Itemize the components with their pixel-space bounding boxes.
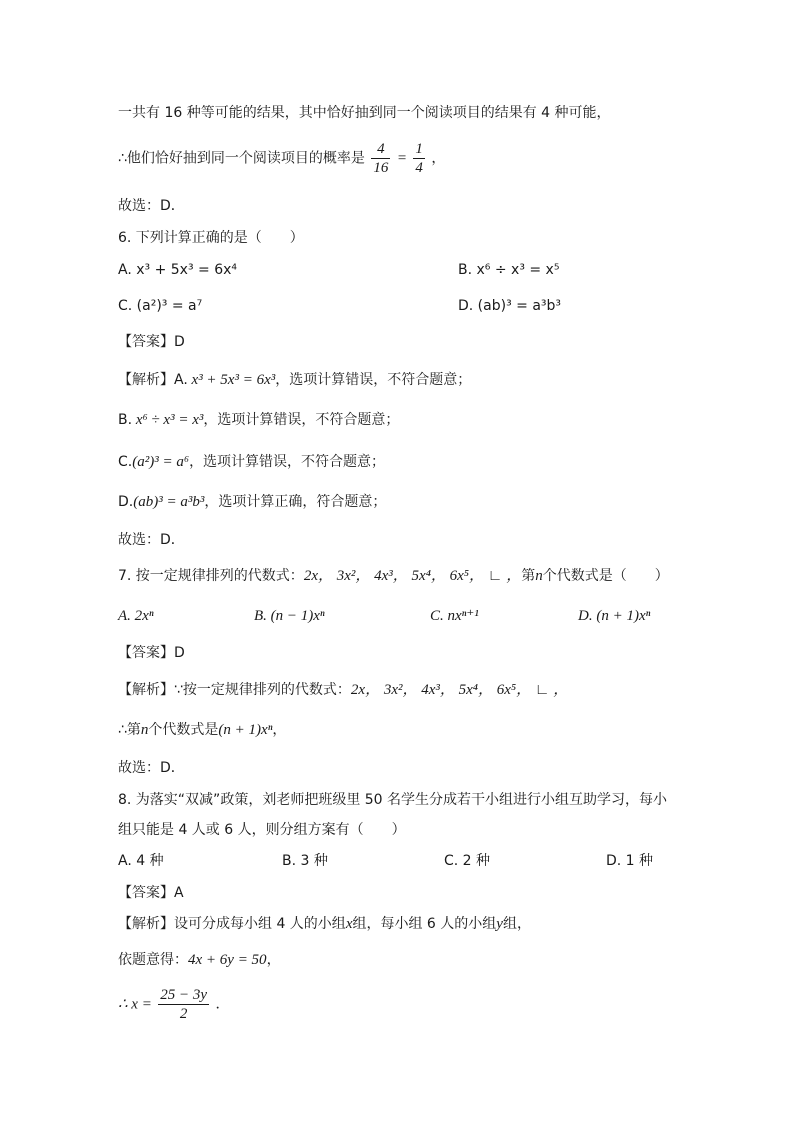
explanation-prefix: 【解析】设可分成每小组 4 人的小组	[118, 916, 346, 932]
q7-answer: 【答案】D	[118, 645, 185, 661]
q7-explanation	[118, 680, 568, 700]
explanation-text: ，选项计算错误，不符合题意；	[189, 454, 386, 470]
intro-choice: 故选：D．	[118, 198, 185, 214]
fraction-1-4	[413, 140, 425, 177]
q8-stem-line-2: 组只能是 4 人或 6 人，则分组方案有（ ）	[118, 822, 406, 838]
q6-option-c: C. (a²)³ = a⁷	[118, 298, 203, 314]
explanation-math: x³ + 5x³ = 6x³	[187, 372, 276, 388]
fraction-numerator: 4	[371, 140, 390, 159]
q8-option-c: C. 2 种	[444, 853, 491, 869]
q7-option-c: C. nxⁿ⁺¹	[430, 608, 479, 624]
solution-fraction	[158, 986, 209, 1023]
q6-stem: 6. 下列计算正确的是（ ）	[118, 230, 304, 246]
explanation-text: ，选项计算错误，不符合题意；	[275, 372, 472, 388]
q7-conclusion	[118, 720, 286, 740]
q7-stem-prefix: 7. 按一定规律排列的代数式：	[118, 568, 304, 584]
explanation-math: (a²)³ = a⁶	[132, 454, 190, 470]
conclusion-mid: 个代数式是	[148, 722, 219, 738]
explanation-label: B.	[118, 412, 133, 428]
q7-option-a: A. 2xⁿ	[118, 608, 154, 624]
fraction-numerator: 25 − 3y	[160, 987, 208, 1003]
q7-stem-mid: 第	[521, 568, 536, 584]
q7-stem	[118, 566, 669, 586]
q8-solution	[118, 986, 230, 1023]
q6-explanation-d	[118, 492, 386, 512]
comma: ，	[431, 150, 446, 167]
explanation-label: C.	[118, 454, 133, 470]
conclusion-n: n	[140, 722, 149, 738]
explanation-label: 【解析】∵按一定规律排列的代数式：	[118, 682, 351, 698]
conclusion-prefix: ∴第	[118, 722, 141, 738]
q8-option-b: B. 3 种	[282, 853, 328, 869]
q8-equation	[118, 950, 281, 970]
solution-prefix: ∴ x =	[118, 996, 152, 1013]
q6-option-a: A. x³ + 5x³ = 6x⁴	[118, 262, 237, 278]
explanation-math: x⁶ ÷ x³ = x³	[132, 412, 204, 428]
fraction-4-16	[371, 140, 390, 177]
q8-answer: 【答案】A	[118, 885, 184, 901]
equation-prefix: 依题意得：	[118, 952, 188, 968]
explanation-text: ，选项计算正确，符合题意；	[204, 494, 387, 510]
q8-stem-line-1: 8. 为落实“双减”政策，刘老师把班级里 50 名学生分成若干小组进行小组互助学习，每小	[118, 792, 668, 808]
q6-choice: 故选：D．	[118, 532, 185, 548]
fraction-numerator: 1	[415, 141, 423, 157]
fraction-denominator: 4	[415, 160, 423, 176]
fraction-denominator: 16	[373, 160, 389, 176]
conclusion-suffix: ，	[272, 722, 287, 738]
q6-answer: 【答案】D	[118, 334, 185, 350]
intro-probability-text: ∴他们恰好抽到同一个阅读项目的概率是	[118, 150, 365, 167]
q7-option-d: D. (n + 1)xⁿ	[578, 608, 651, 624]
explanation-mid: 组，每小组 6 人的小组	[352, 916, 497, 932]
q7-option-b: B. (n − 1)xⁿ	[254, 608, 325, 624]
q6-explanation-b	[118, 410, 399, 430]
equation-math: 4x + 6y = 50	[188, 952, 267, 968]
fraction-denominator: 2	[179, 1006, 188, 1022]
q7-choice: 故选：D．	[118, 760, 185, 776]
q8-option-d: D. 1 种	[606, 853, 654, 869]
variable-y: y	[496, 916, 503, 932]
q6-option-d: D. (ab)³ = a³b³	[458, 298, 562, 314]
solution-suffix: ．	[215, 996, 230, 1013]
explanation-terms: 2x， 3x²， 4x³， 5x⁴， 6x⁵， ∟ ，	[350, 682, 569, 698]
intro-line-1: 一共有 16 种等可能的结果，其中恰好抽到同一个阅读项目的结果有 4 种可能，	[118, 105, 611, 121]
explanation-math: (ab)³ = a³b³	[133, 494, 205, 510]
variable-x: x	[345, 916, 353, 932]
q6-option-b: B. x⁶ ÷ x³ = x⁵	[458, 262, 560, 278]
q6-explanation-c	[118, 452, 385, 472]
intro-line-2	[118, 140, 445, 177]
q6-explanation-a	[118, 370, 471, 390]
equals-sign: =	[396, 150, 407, 167]
explanation-suffix: 组，	[502, 916, 531, 932]
q7-stem-suffix: 个代数式是（ ）	[542, 568, 669, 584]
q8-option-a: A. 4 种	[118, 853, 164, 869]
conclusion-math: (n + 1)xⁿ	[218, 722, 273, 738]
explanation-text: ，选项计算错误，不符合题意；	[203, 412, 400, 428]
q7-stem-n: n	[535, 568, 543, 584]
explanation-label: 【解析】A.	[118, 372, 188, 388]
q8-explanation	[118, 914, 531, 934]
equation-suffix: ，	[266, 952, 281, 968]
explanation-label: D.	[118, 494, 134, 510]
q7-stem-terms: 2x， 3x²， 4x³， 5x⁴， 6x⁵， ∟ ，	[303, 568, 522, 584]
